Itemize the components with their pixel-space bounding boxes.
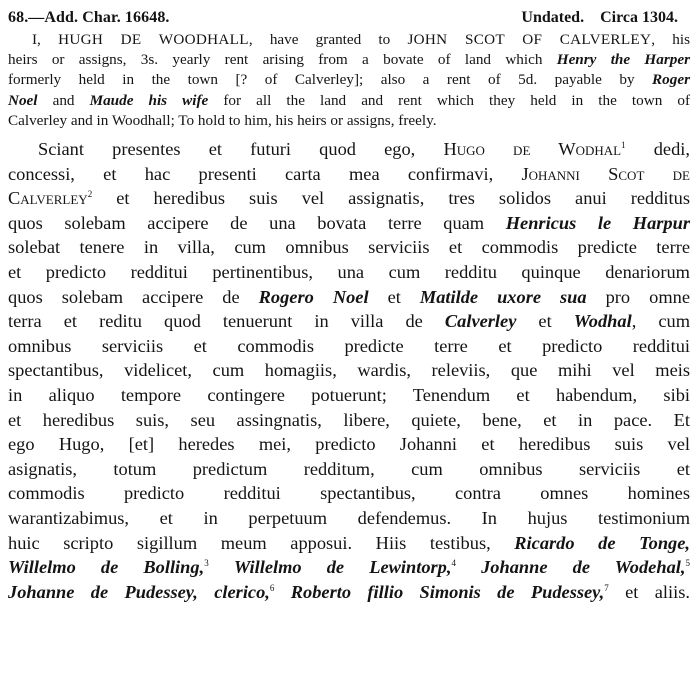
charter-line: terra et reditu quod tenuerunt in villa de Calverley et Wodhal, cum xyxy=(8,311,691,332)
charter-line: Calverley$^2$ et heredibus suis vel assignatis, tres solidos anui redditus xyxy=(8,188,690,209)
summary-line: I, HUGH DE WOODHALL, have granted to JOHN SCOT OF CALVERLEY, his xyxy=(32,31,690,48)
charter-header xyxy=(8,8,690,28)
charter-line: spectantibus, videlicet, cum homagiis, wardis, releviis, que mihi vel meis xyxy=(8,360,690,381)
date-undated: Undated. xyxy=(521,9,585,26)
charter-line: quos solebam accipere de una bovata terre quam Henricus le Harpur xyxy=(8,212,690,233)
charter-line: in aliquo tempore contingere potuerunt; Tenendum et habendum, sibi xyxy=(8,384,690,405)
charter-line: asignatis, totum predictum redditum, cum omnibus serviciis et xyxy=(8,458,690,479)
charter-line: Johanne de Pudessey, clerico,$^6$ Roberto fillio Simonis de Pudessey,$^7$ et aliis. xyxy=(8,581,690,602)
summary-line: heirs or assigns, 3s. yearly rent arising from a bovate of land which Henry the Harper xyxy=(8,51,690,69)
charter-line: huic scripto sigillum meum apposui. Hiis testibus, Ricardo de Tonge, xyxy=(8,532,690,553)
english-summary xyxy=(8,30,690,131)
charter-line: Sciant presentes et futuri quod ego, Hugo de Wodhal$^1$ dedi, xyxy=(38,139,691,160)
charter-date xyxy=(521,8,690,28)
charter-line: et heredibus suis, seu assingnatis, libere, quiete, bene, et in pace. Et xyxy=(8,409,690,430)
charter-line: Willelmo de Bolling,$^3$ Willelmo de Lewintorp,$^4$ Johanne de Wodehal,$^5$ xyxy=(8,557,690,578)
charter-line: quos solebam accipere de Rogero Noel et Matilde uxore sua pro omne xyxy=(8,286,690,307)
summary-line: Noel and Maude his wife for all the land and rent which they held in the town of xyxy=(8,91,691,109)
charter-line: et predicto reddituі pertinentibus, una cum redditu quinque denariorum xyxy=(8,261,690,282)
charter-line: commodis predicto reddituі spectantibus, contra omnes homines xyxy=(8,483,690,504)
charter-line: solebat tenere in villa, cum omnibus serviciis et commodis predicte terre xyxy=(8,237,690,258)
summary-line: Calverley and in Woodhall; To hold to him, his heirs or assigns, freely. xyxy=(8,111,437,129)
date-circa: Circa 1304. xyxy=(600,9,678,26)
latin-charter-text xyxy=(8,137,690,604)
charter-line: concessi, et hac presenti carta mea confirmavi, Johanni Scot de xyxy=(8,163,690,184)
charter-line: warantizabimus, et in perpetuum defendemus. In hujus testimonium xyxy=(8,507,690,528)
charter-line: omnibus serviciis et commodis predicte terre et predicto reddituі xyxy=(8,335,690,356)
charter-number: 68.—Add. Char. 16648. xyxy=(8,9,170,26)
summary-line: formerly held in the town [? of Calverley]; also a rent of 5d. payable by Roger xyxy=(8,71,690,89)
charter-line: ego Hugo, [et] heredes mei, predicto Johanni et heredibus suis vel xyxy=(8,434,690,455)
